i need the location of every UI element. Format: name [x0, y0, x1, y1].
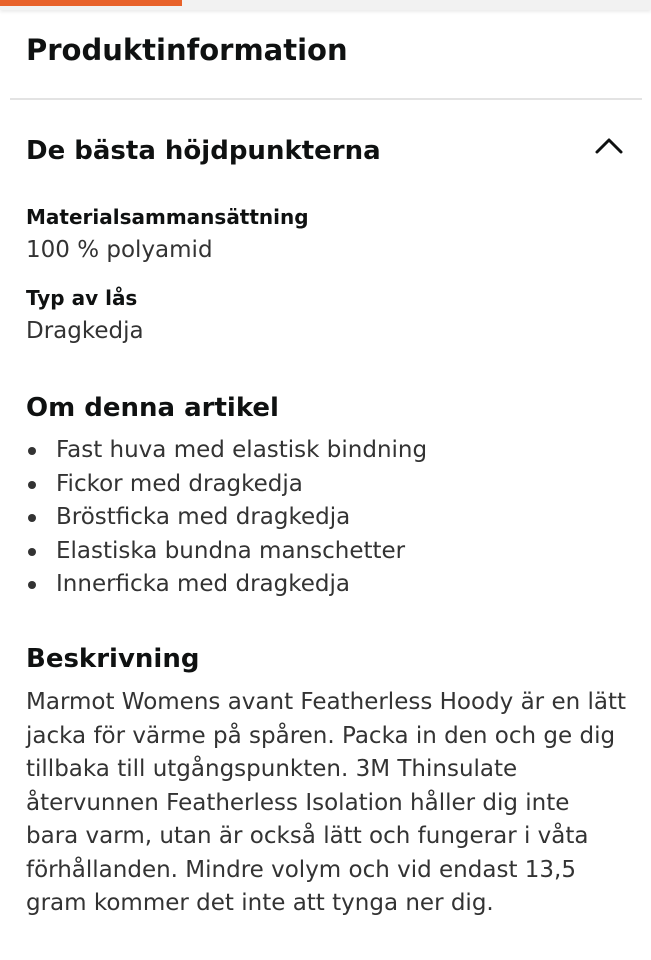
bullet-text: Fast huva med elastisk bindning [56, 437, 428, 463]
highlights-title: De bästa höjdpunkterna [26, 136, 381, 166]
title-divider [10, 98, 642, 100]
bullet-dot-icon [28, 514, 36, 522]
bullet-item [26, 501, 427, 535]
attribute-value: Dragkedja [26, 318, 144, 344]
about-item-title: Om denna artikel [26, 393, 279, 423]
bullet-item [26, 468, 427, 502]
bullet-dot-icon [28, 481, 36, 489]
bullet-dot-icon [28, 447, 36, 455]
bullet-text: Elastiska bundna manschetter [56, 537, 406, 564]
bullet-dot-icon [28, 581, 36, 589]
about-item-bullet-list [26, 434, 427, 602]
description-title: Beskrivning [26, 644, 200, 674]
loading-progress-bar [0, 0, 182, 6]
bullet-item [26, 535, 427, 569]
attribute-value: 100 % polyamid [26, 237, 213, 263]
description-text: Marmot Womens avant Featherless Hoody är en lätt jacka för värme på spåren. Packa in den och ge dig tillbaka till utgångspunkten. 3M Thinsulate återvunnen Featherless Isolation håller dig inte bara varm, utan är också lätt och fungerar i våta förhållanden. Mindre volym och vid endast 13,5 gram kommer det inte att tynga ner dig. [26, 689, 627, 916]
bullet-text: Bröstficka med dragkedja [56, 504, 351, 530]
top-loading-strip [0, 0, 651, 10]
bullet-item [26, 434, 427, 468]
page-title: Produktinformation [26, 33, 348, 67]
bullet-text: Fickor med dragkedja [56, 470, 303, 497]
chevron-up-icon[interactable] [594, 134, 624, 156]
bullet-text: Innerficka med dragkedja [56, 571, 350, 597]
attribute-label: Typ av lås [26, 286, 138, 310]
bullet-item [26, 568, 427, 602]
highlights-section-header[interactable] [0, 128, 651, 174]
attribute-label: Materialsammansättning [26, 205, 309, 229]
bullet-dot-icon [28, 548, 36, 556]
